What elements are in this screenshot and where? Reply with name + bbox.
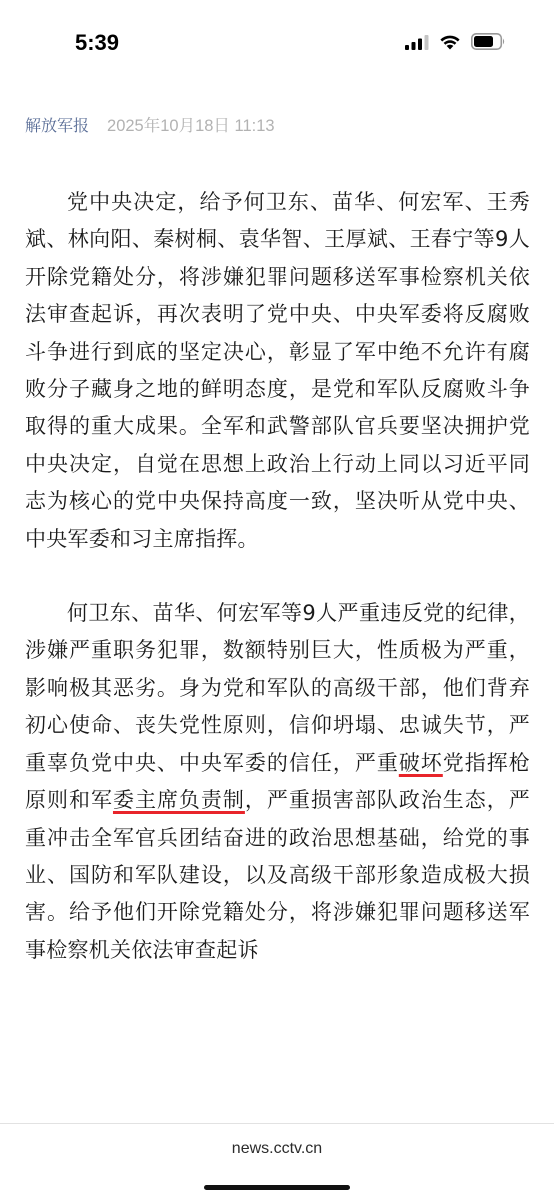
- status-bar: [0, 0, 554, 86]
- article-paragraph-2: [25, 595, 530, 969]
- paragraph-text: 何卫东、苗华、何宏军等9人严重违反党的纪律，涉嫌严重职务犯罪，数额特别巨大，性质极为严重，影响极其恶劣。身为党和军队的高级干部，他们背弃初心使命、丧失党性原则，信仰坍塌、忠诚失节，严重辜负党中央、中央军委的信任，严重: [25, 601, 530, 775]
- browser-address-bar[interactable]: [0, 1123, 554, 1200]
- article-meta: [25, 112, 530, 142]
- article-paragraph-1: 党中央决定，给予何卫东、苗华、何宏军、王秀斌、林向阳、秦树桐、袁华智、王厚斌、王春宁等9人开除党籍处分，将涉嫌犯罪问题移送军事检察机关依法审查起诉，再次表明了党中央、中央军委将反腐败斗争进行到底的坚定决心，彰显了军中绝不允许有腐败分子藏身之地的鲜明态度，是党和军队反腐败斗争取得的重大成果。全军和武警部队官兵要坚决拥护党中央决定，自觉在思想上政治上行动上同以习近平同志为核心的党中央保持高度一致，坚决听从党中央、中央军委和习主席指挥。: [25, 190, 530, 551]
- wifi-icon: [439, 34, 461, 50]
- article-source-link[interactable]: 解放军报: [25, 116, 90, 135]
- underlined-phrase: 破坏: [398, 750, 443, 775]
- article-datetime: 2025年10月18日 11:13: [107, 117, 275, 135]
- article: [25, 112, 530, 969]
- cellular-signal-icon: [405, 34, 429, 50]
- status-icons: [405, 33, 506, 50]
- status-time: 5:39: [75, 30, 120, 55]
- battery-icon: [471, 33, 506, 50]
- content-fade: [0, 1094, 554, 1124]
- paragraph-text: ，严重损害部队政治生态，严重冲击全军官兵团结奋进的政治思想基础，给党的事业、国防和军队建设，以及高级干部形象造成极大损害。给予他们开除党籍处分，将涉嫌犯罪问题移送军事检察机关依法审查起诉: [25, 788, 531, 962]
- home-indicator[interactable]: [204, 1185, 350, 1190]
- url-display[interactable]: news.cctv.cn: [231, 1140, 323, 1157]
- paragraph-text: 党指挥枪原则和军: [25, 750, 531, 813]
- underlined-phrase: 委主席负责制: [112, 788, 245, 813]
